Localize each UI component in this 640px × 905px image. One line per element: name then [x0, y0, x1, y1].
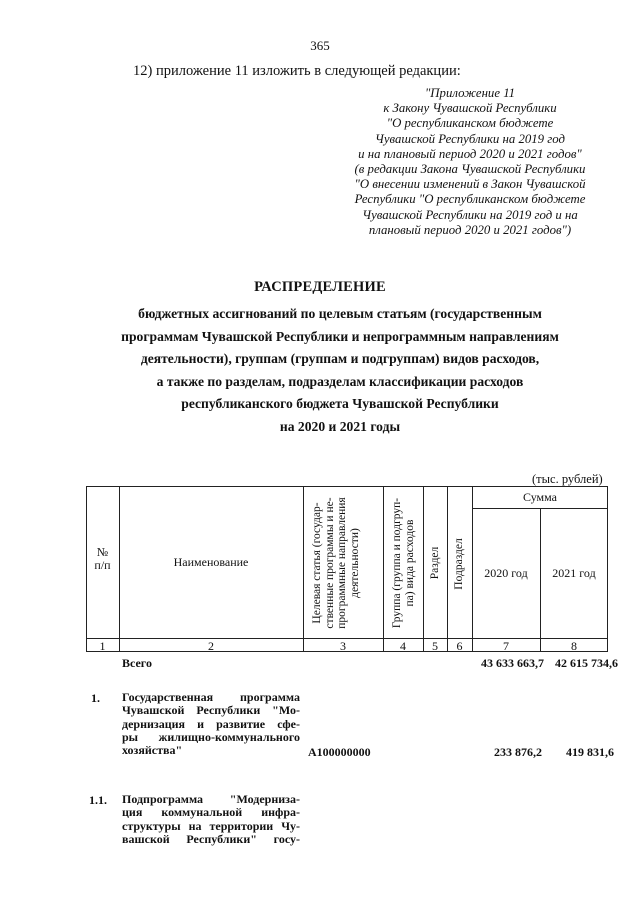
appendix-line: "О республиканском бюджете [386, 116, 554, 131]
appendix-line: плановый период 2020 и 2021 годов") [368, 222, 572, 237]
header-subsection: Подраздел [453, 538, 465, 590]
index-cell: 8 [571, 639, 577, 653]
row-1-1-name-line: ция коммунальной инфра- [122, 805, 300, 820]
document-title: РАСПРЕДЕЛЕНИЕ [254, 279, 386, 295]
header-name: Наименование [173, 555, 249, 569]
index-cell: 7 [503, 639, 509, 653]
row-1-1-name-line: структуры на территории Чу- [122, 818, 300, 833]
col-line [303, 486, 304, 652]
header-num-line: № [96, 545, 109, 559]
units-note: (тыс. рублей) [532, 472, 603, 486]
subtitle-line: на 2020 и 2021 годы [279, 418, 401, 434]
index-cell: 3 [340, 639, 346, 653]
subtitle-line: программам Чувашской Республики и непрограммным направлениям [121, 328, 559, 344]
row-1-1-number: 1.1. [89, 793, 107, 807]
row-1-2021: 419 831,6 [566, 745, 614, 759]
index-cell: 5 [432, 639, 438, 653]
row-total-label: Всего [122, 656, 152, 670]
appendix-line: к Закону Чувашской Республики [383, 101, 557, 116]
header-num [86, 546, 119, 572]
index-cell: 6 [456, 639, 463, 653]
appendix-line: Республики "О республиканском бюджете [354, 192, 586, 207]
appendix-header [300, 86, 640, 238]
index-cell: 2 [208, 639, 214, 653]
row-1-1-name-line: вашской Республики" госу- [122, 831, 300, 846]
index-cell: 4 [400, 639, 406, 653]
page-number: 365 [310, 38, 330, 53]
appendix-line: и на плановый период 2020 и 2021 годов" [358, 146, 582, 161]
header-year-2021: 2021 год [552, 566, 596, 580]
row-1-name-line: хозяйства" [122, 743, 183, 758]
appendix-line: Чувашской Республики на 2019 год [375, 131, 565, 146]
header-target-article [311, 490, 361, 636]
row-1-name-line: дернизация и развитие сфе- [122, 716, 300, 731]
index-cell: 1 [99, 639, 106, 653]
row-1-name-line: ры жилищно-коммунального [122, 729, 300, 744]
appendix-line: "Приложение 11 [424, 86, 516, 100]
document-subtitle [60, 303, 620, 438]
row-total-2021: 42 615 734,6 [555, 656, 618, 670]
appendix-line: (в редакции Закона Чувашской Республики [354, 162, 586, 177]
row-1-2020: 233 876,2 [494, 745, 542, 759]
subtitle-line: бюджетных ассигнований по целевым статьям (государственным [138, 306, 542, 321]
header-sum: Сумма [523, 490, 557, 504]
row-1-name-line: Чувашской Республики "Мо- [122, 703, 300, 718]
row-1-name [122, 691, 300, 757]
header-target-line: программные направления [336, 497, 348, 629]
subtitle-line: а также по разделам, подразделам классификации расходов [156, 373, 524, 389]
col-line [423, 486, 424, 652]
header-group-line: Группа (группа и подгруп- [391, 497, 403, 629]
subtitle-line: деятельности), группам (группам и подгруппам) видов расходов, [140, 351, 540, 366]
header-section: Раздел [429, 546, 441, 580]
allocation-table-header [86, 486, 608, 652]
subtitle-line: республиканского бюджета Чувашской Республики [181, 396, 499, 411]
amendment-instruction: 12) приложение 11 изложить в следующей редакции: [133, 63, 461, 79]
col-line [447, 486, 448, 652]
header-num-line: п/п [94, 558, 111, 572]
row-total-2020: 43 633 663,7 [481, 656, 544, 670]
row-1-1-name-line: Подпрограмма "Модерниза- [122, 792, 300, 806]
table-border-top [86, 486, 608, 487]
row-1-number: 1. [91, 691, 100, 705]
row-1-code: А100000000 [308, 745, 371, 759]
header-group-line: па) вида расходов [403, 519, 416, 607]
row-1-1-name [122, 793, 300, 846]
header-target-line: деятельности) [348, 528, 361, 598]
row-1-name-line: Государственная программа [122, 690, 300, 704]
header-expense-group [391, 490, 416, 636]
appendix-line: Чувашской Республики на 2019 год и на [362, 207, 578, 222]
header-year-2020: 2020 год [484, 566, 528, 580]
header-target-line: Целевая статья (государ- [311, 502, 323, 624]
appendix-line: "О внесении изменений в Закон Чувашской [354, 177, 586, 192]
col-line [383, 486, 384, 652]
header-target-line: ственные программы и не- [323, 497, 336, 629]
